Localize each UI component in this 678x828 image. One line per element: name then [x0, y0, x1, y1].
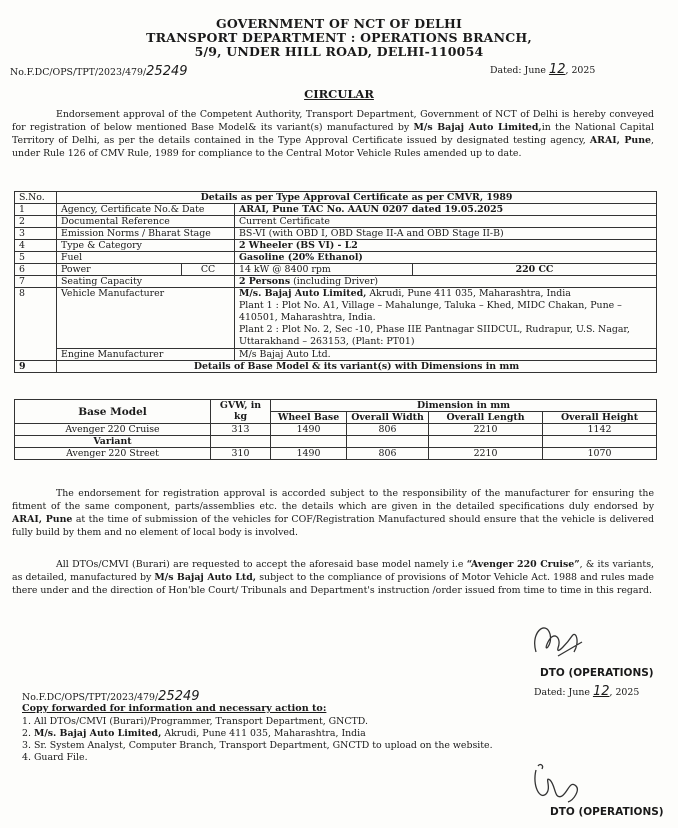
reference-number [10, 64, 188, 79]
table-row [15, 448, 657, 460]
row-label: Agency, Certificate No.& Date [57, 204, 235, 216]
signature-1-day: 12 [592, 684, 610, 699]
header-line-1: GOVERNMENT OF NCT OF DELHI [215, 16, 463, 31]
empty-cell [347, 436, 429, 448]
variant-wheel-base: 1490 [271, 448, 347, 460]
variant-header: Variant [15, 436, 211, 448]
intro-text-e: , under Rule 126 of CMV Rule, 1989 for compliance to the Central Motor Vehicle Rules amended up to date. [12, 135, 654, 159]
row-value: Current Certificate [235, 216, 657, 228]
signature-2-icon [530, 760, 586, 810]
cc-label: CC [182, 264, 235, 276]
dimensions-table [14, 399, 657, 460]
row-sno: 1 [15, 204, 57, 216]
table-row [15, 216, 657, 228]
table-row-manufacturer [15, 288, 657, 349]
details-header: Details as per Type Approval Certificate as per CMVR, 1989 [57, 192, 657, 204]
row-sno: 2 [15, 216, 57, 228]
para3-text-a: All DTOs/CMVI (Burari) are requested to accept the aforesaid base model namely i.e [56, 559, 467, 570]
row-sno: 7 [15, 276, 57, 288]
gvw-header: GVW, in kg [211, 400, 271, 424]
plant-2: Plant 2 : Plot No. 2, Sec -10, Phase IIE Pantnagar SIIDCUL, Rudrapur, U.S. Nagar, Uttarakhand – 263153, (Plant: PT01) [239, 324, 630, 347]
seating-value-bold: 2 Persons [239, 276, 291, 287]
seating-value-rest: (including Driver) [290, 276, 379, 287]
signature-1-year: , 2025 [609, 687, 640, 698]
header-line-2: TRANSPORT DEPARTMENT : OPERATIONS BRANCH, [146, 30, 532, 45]
row-sno: 3 [15, 228, 57, 240]
overall-width-header: Overall Width [347, 412, 429, 424]
wheel-base-header: Wheel Base [271, 412, 347, 424]
list-num: 4. [22, 752, 31, 763]
empty-cell [543, 436, 657, 448]
para3-text-b: “Avenger 220 Cruise” [466, 559, 580, 570]
para3-text-e: subject to the compliance of provisions of Motor Vehicle Act. 1988 and rules made there under and the direction of Hon'ble Court/ Tribunals and Department's instruction /order issued from time to time in this regard. [12, 572, 654, 596]
section-9-title: Details of Base Model & its variant(s) with Dimensions in mm [57, 361, 657, 373]
intro-text-c: in the National Capital Territory of Delhi, as per the details contained in the Type Approval Certificate issued by designated testing agency, [12, 122, 655, 146]
table-row [15, 252, 657, 264]
row-sno: 5 [15, 252, 57, 264]
row-sno: 9 [15, 361, 57, 373]
seating-value [235, 276, 657, 288]
list-text: Akrudi, Pune 411 035, Maharashtra, India [161, 728, 366, 739]
base-model-name: Avenger 220 Cruise [15, 424, 211, 436]
dated [490, 62, 595, 77]
variant-gvw: 310 [211, 448, 271, 460]
copy-reference-text: No.F.DC/OPS/TPT/2023/479/ [22, 692, 159, 703]
base-overall-length: 2210 [429, 424, 543, 436]
para2-text-a: The endorsement for registration approval is accorded subject to the responsibility of the manufacturer for ensuring the fitment of the same component, parts/assemblies etc. the details which are given in the detailed specifications duly endorsed by [12, 488, 654, 512]
list-num: 2. [22, 728, 31, 739]
dated-day: 12 [548, 62, 566, 77]
signature-1-icon [528, 612, 588, 667]
variant-model-name: Avenger 220 Street [15, 448, 211, 460]
base-overall-width: 806 [347, 424, 429, 436]
signature-1-dated-label: Dated: June [534, 687, 590, 698]
dimension-header: Dimension in mm [271, 400, 657, 412]
empty-cell [429, 436, 543, 448]
cc-value: 220 CC [413, 264, 657, 276]
responsibility-paragraph [12, 487, 654, 539]
row-value: Gasoline (20% Ethanol) [235, 252, 657, 264]
table-row [15, 240, 657, 252]
table-row [15, 204, 657, 216]
dto-request-paragraph [12, 558, 654, 597]
header-line-3: 5/9, UNDER HILL ROAD, DELHI-110054 [194, 44, 484, 59]
table-row-engine [15, 349, 657, 361]
intro-text-a: Endorsement approval of the Competent Authority, Transport Department, Government of NCT of Delhi is hereby conveyed for registration of below mentioned Base Model& its variant(s) manufactured by [12, 109, 654, 133]
list-text: Guard File. [33, 752, 88, 763]
list-item [22, 752, 493, 764]
list-text: All DTOs/CMVI (Burari)/Programmer, Transport Department, GNCTD. [33, 716, 368, 727]
manufacturer-label: Vehicle Manufacturer [57, 288, 235, 349]
engine-label: Engine Manufacturer [57, 349, 235, 361]
seating-label: Seating Capacity [57, 276, 235, 288]
copy-handwritten-number: 25249 [158, 689, 200, 704]
row-value: ARAI, Pune TAC No. AAUN 0207 dated 19.05.2025 [235, 204, 657, 216]
list-num: 1. [22, 716, 31, 727]
circular-title: CIRCULAR [304, 87, 374, 101]
list-text: Sr. System Analyst, Computer Branch, Transport Department, GNCTD to upload on the website. [33, 740, 493, 751]
list-item [22, 716, 493, 728]
table-row [15, 228, 657, 240]
variant-overall-height: 1070 [543, 448, 657, 460]
base-gvw: 313 [211, 424, 271, 436]
copy-list [22, 716, 493, 764]
plant-1: Plant 1 : Plot No. A1, Village – Mahalunge, Taluka – Khed, MIDC Chakan, Pune – 410501, Maharashtra, India. [239, 300, 622, 323]
row-label: Documental Reference [57, 216, 235, 228]
row-label: Fuel [57, 252, 235, 264]
intro-text-b: M/s Bajaj Auto Limited, [413, 122, 542, 133]
signature-1-title: DTO (OPERATIONS) [540, 667, 654, 679]
intro-paragraph [12, 108, 654, 160]
dated-label: Dated: June [490, 65, 546, 76]
dims-header-row [15, 400, 657, 412]
manufacturer-value [235, 288, 657, 349]
manufacturer-address: Akrudi, Pune 411 035, Maharashtra, India [366, 288, 571, 299]
para3-text-d: M/s Bajaj Auto Ltd, [154, 572, 257, 583]
row-label: Emission Norms / Bharat Stage [57, 228, 235, 240]
variant-header-row [15, 436, 657, 448]
base-wheel-base: 1490 [271, 424, 347, 436]
base-overall-height: 1142 [543, 424, 657, 436]
row-sno: 8 [15, 288, 57, 361]
copy-reference [22, 689, 200, 704]
para3-text-c: , & its variants, as detailed, manufactured by [12, 559, 654, 583]
variant-overall-width: 806 [347, 448, 429, 460]
base-model-header: Base Model [15, 400, 211, 424]
type-approval-table [14, 191, 657, 373]
row-label: Type & Category [57, 240, 235, 252]
row-sno: 4 [15, 240, 57, 252]
power-label: Power [57, 264, 182, 276]
reference-number-text: No.F.DC/OPS/TPT/2023/479/ [10, 67, 147, 78]
table-row [15, 424, 657, 436]
row-sno: 6 [15, 264, 57, 276]
table-row-seating [15, 276, 657, 288]
engine-value: M/s Bajaj Auto Ltd. [235, 349, 657, 361]
table-row-power [15, 264, 657, 276]
empty-cell [211, 436, 271, 448]
row-value: BS-VI (with OBD I, OBD Stage II-A and OBD Stage II-B) [235, 228, 657, 240]
table-row-section-9 [15, 361, 657, 373]
intro-text-d: ARAI, Pune [589, 135, 652, 146]
sno-header: S.No. [15, 192, 57, 204]
list-item [22, 728, 493, 740]
copy-heading: Copy forwarded for information and necessary action to: [22, 703, 327, 714]
list-item [22, 740, 493, 752]
handwritten-number: 25249 [146, 64, 188, 79]
para2-text-b: ARAI, Pune [12, 514, 73, 525]
manufacturer-name: M/s. Bajaj Auto Limited, [239, 288, 367, 299]
signature-2-title: DTO (OPERATIONS) [550, 806, 664, 818]
signature-1-dated [534, 684, 639, 699]
table-header-row [15, 192, 657, 204]
power-value: 14 kW @ 8400 rpm [235, 264, 413, 276]
variant-overall-length: 2210 [429, 448, 543, 460]
empty-cell [271, 436, 347, 448]
para2-text-c: at the time of submission of the vehicles for COF/Registration Manufactured should ensure that the vehicle is delivered fully build by them and no element of local body is involved. [12, 514, 654, 538]
list-num: 3. [22, 740, 31, 751]
overall-length-header: Overall Length [429, 412, 543, 424]
list-bold: M/s. Bajaj Auto Limited, [33, 728, 162, 739]
dated-year: , 2025 [565, 65, 596, 76]
row-value: 2 Wheeler (BS VI) - L2 [235, 240, 657, 252]
overall-height-header: Overall Height [543, 412, 657, 424]
